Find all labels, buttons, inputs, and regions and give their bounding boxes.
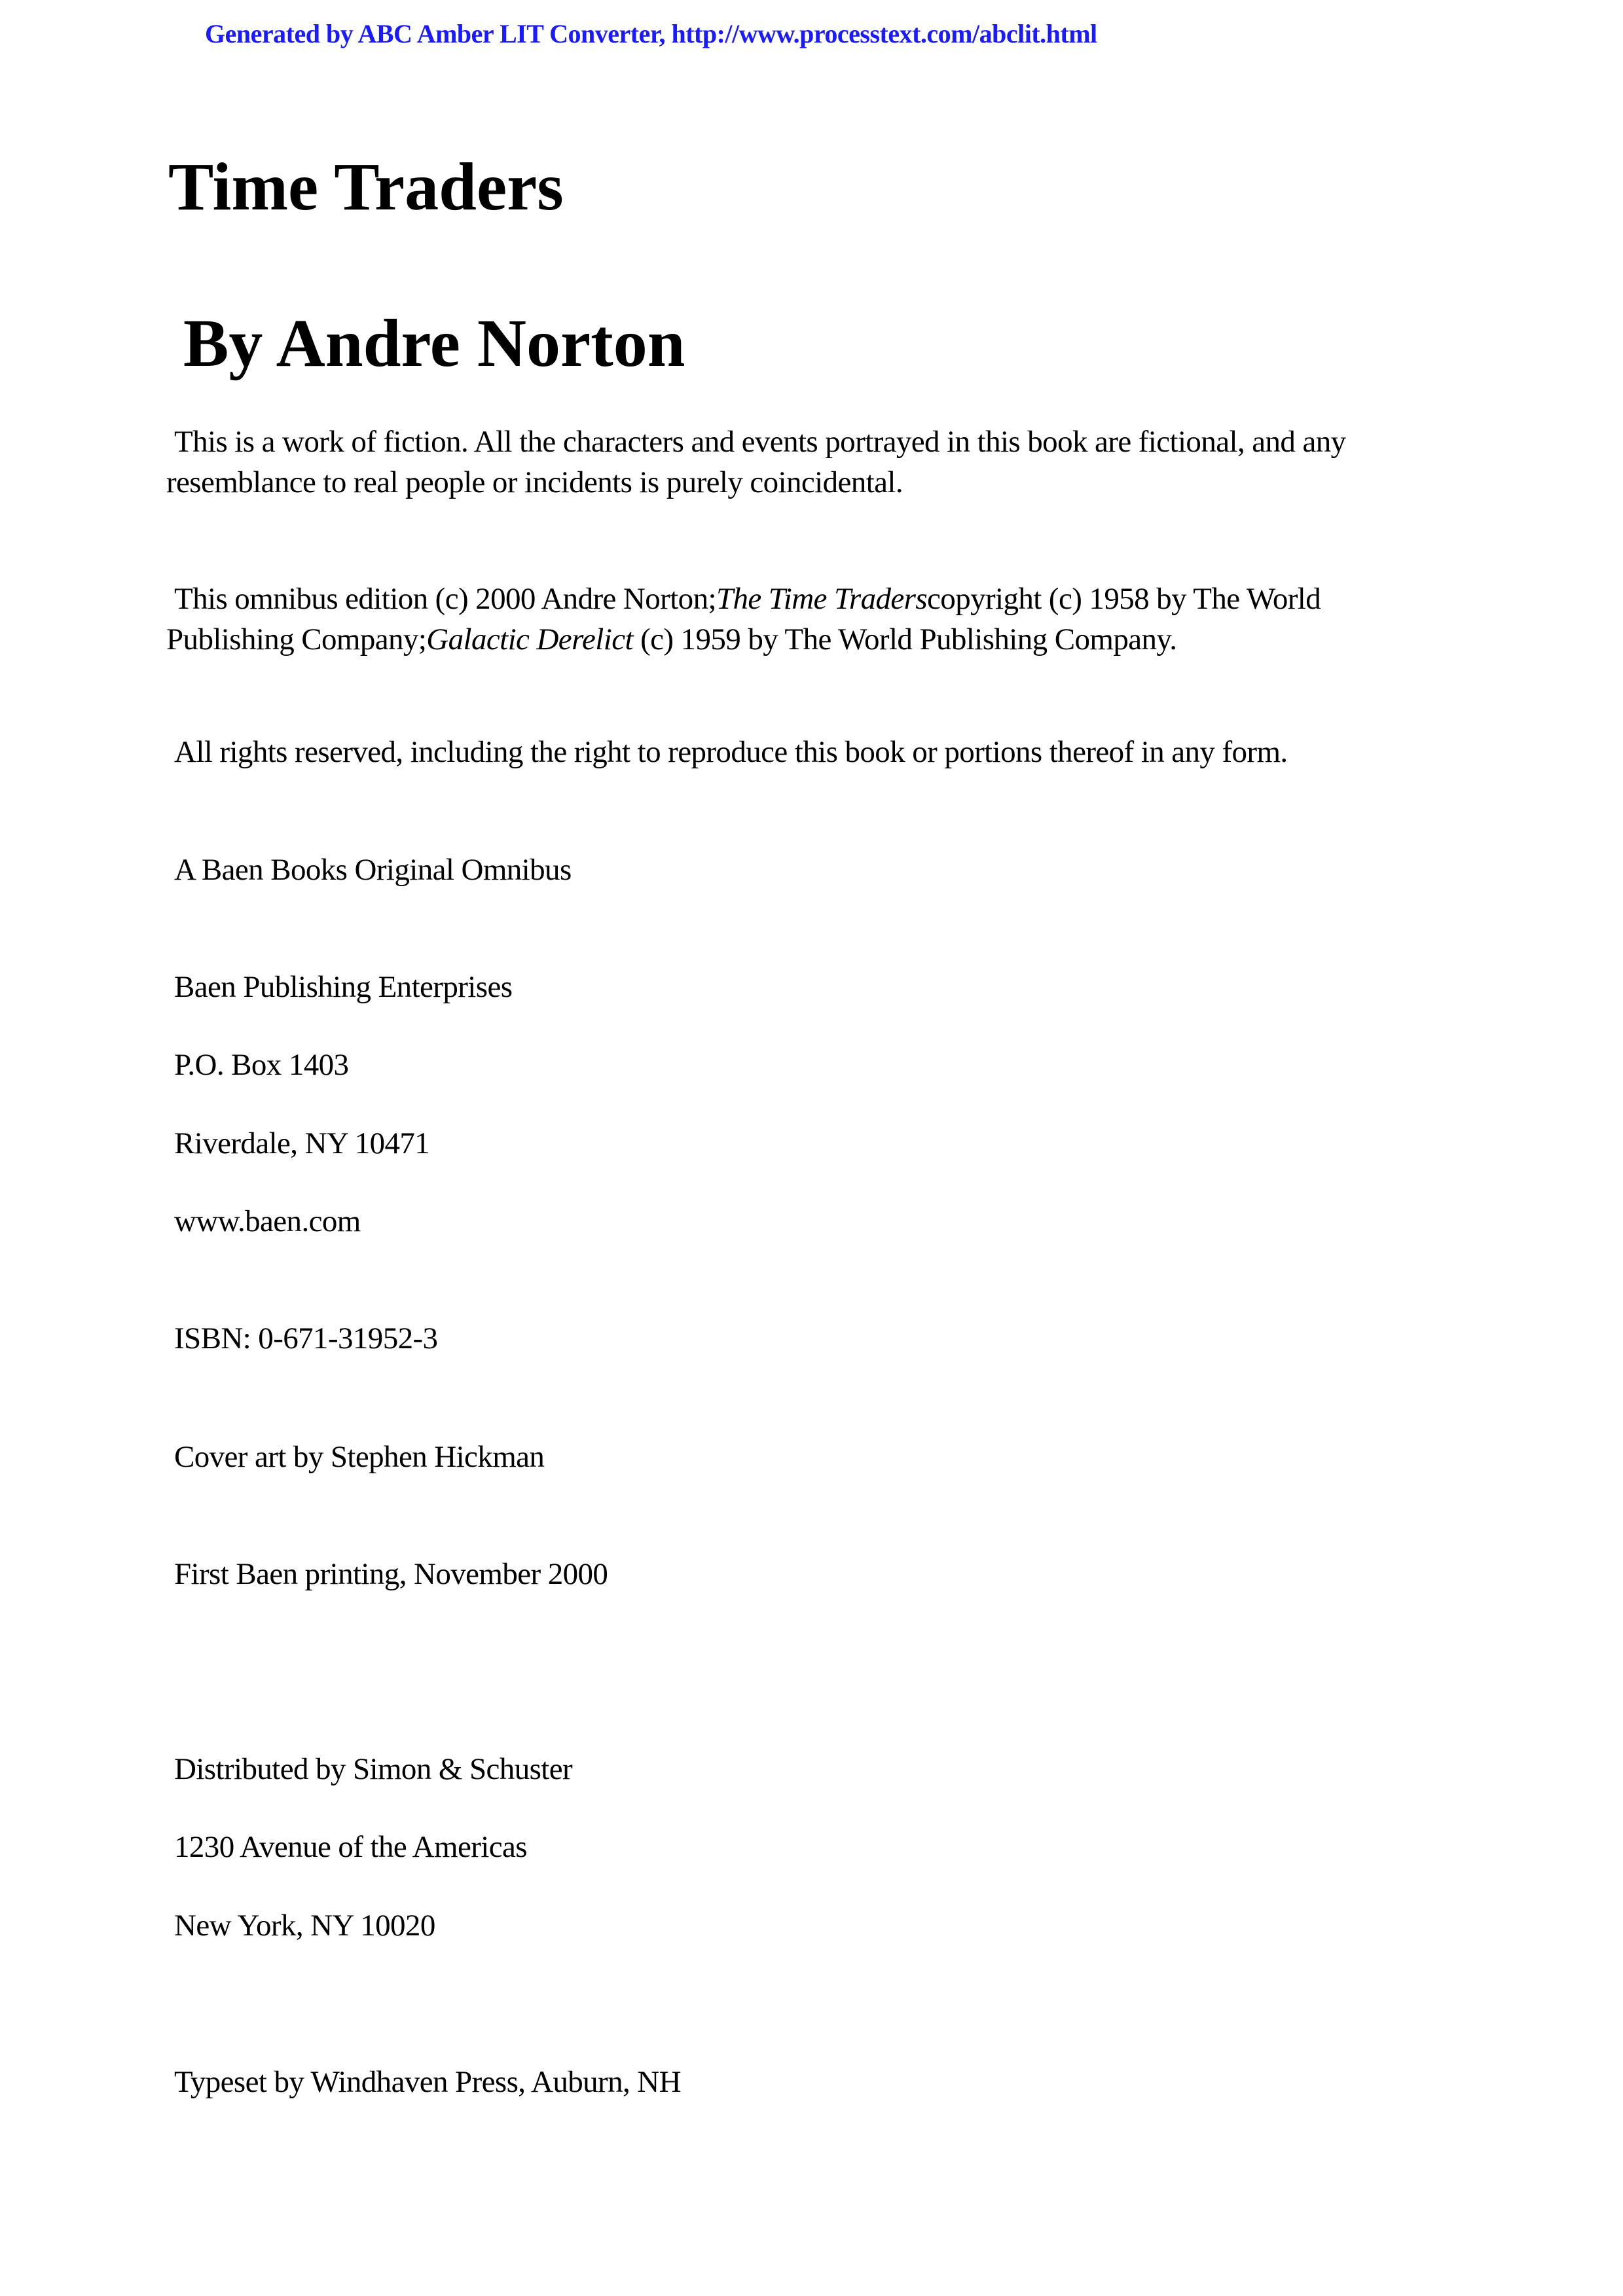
disclaimer-line-1: This is a work of fiction. All the characters and events portrayed in this book are fictional, and any (174, 425, 1346, 459)
publisher-name: Baen Publishing Enterprises (174, 970, 513, 1004)
disclaimer-line-2: resemblance to real people or incidents is purely coincidental. (166, 465, 903, 499)
publisher-address-1: P.O. Box 1403 (174, 1048, 349, 1082)
publisher-website: www.baen.com (174, 1204, 361, 1238)
rights-statement: All rights reserved, including the right to reproduce this book or portions thereof in any form. (174, 735, 1288, 769)
printing-line: First Baen printing, November 2000 (174, 1557, 608, 1591)
copyright-line2-suffix: (c) 1959 by The World Publishing Company. (632, 622, 1177, 656)
disclaimer-paragraph (166, 422, 1346, 503)
copyright-title-2: Galactic Derelict (426, 622, 633, 656)
distributor-address-2: New York, NY 10020 (174, 1909, 435, 1943)
edition-line: A Baen Books Original Omnibus (174, 853, 572, 887)
copyright-mid: copyright (c) 1958 by The World (927, 582, 1321, 616)
distributor-address-1: 1230 Avenue of the Americas (174, 1830, 527, 1864)
book-author: By Andre Norton (183, 306, 685, 381)
distributor-name: Distributed by Simon & Schuster (174, 1752, 573, 1786)
typeset-credit: Typeset by Windhaven Press, Auburn, NH (174, 2065, 681, 2099)
cover-art-credit: Cover art by Stephen Hickman (174, 1440, 545, 1474)
copyright-line-2 (166, 619, 1321, 660)
book-title: Time Traders (168, 149, 564, 224)
copyright-line-1 (166, 579, 1321, 619)
copyright-paragraph (166, 579, 1321, 660)
publisher-address-2: Riverdale, NY 10471 (174, 1126, 430, 1160)
copyright-prefix: This omnibus edition (c) 2000 Andre Norton; (174, 582, 716, 616)
converter-banner[interactable]: Generated by ABC Amber LIT Converter, http://www.processtext.com/abclit.html (205, 19, 1097, 48)
copyright-title-1: The Time Traders (716, 582, 928, 616)
copyright-line2-prefix: Publishing Company; (166, 622, 427, 656)
isbn-line: ISBN: 0-671-31952-3 (174, 1321, 438, 1355)
